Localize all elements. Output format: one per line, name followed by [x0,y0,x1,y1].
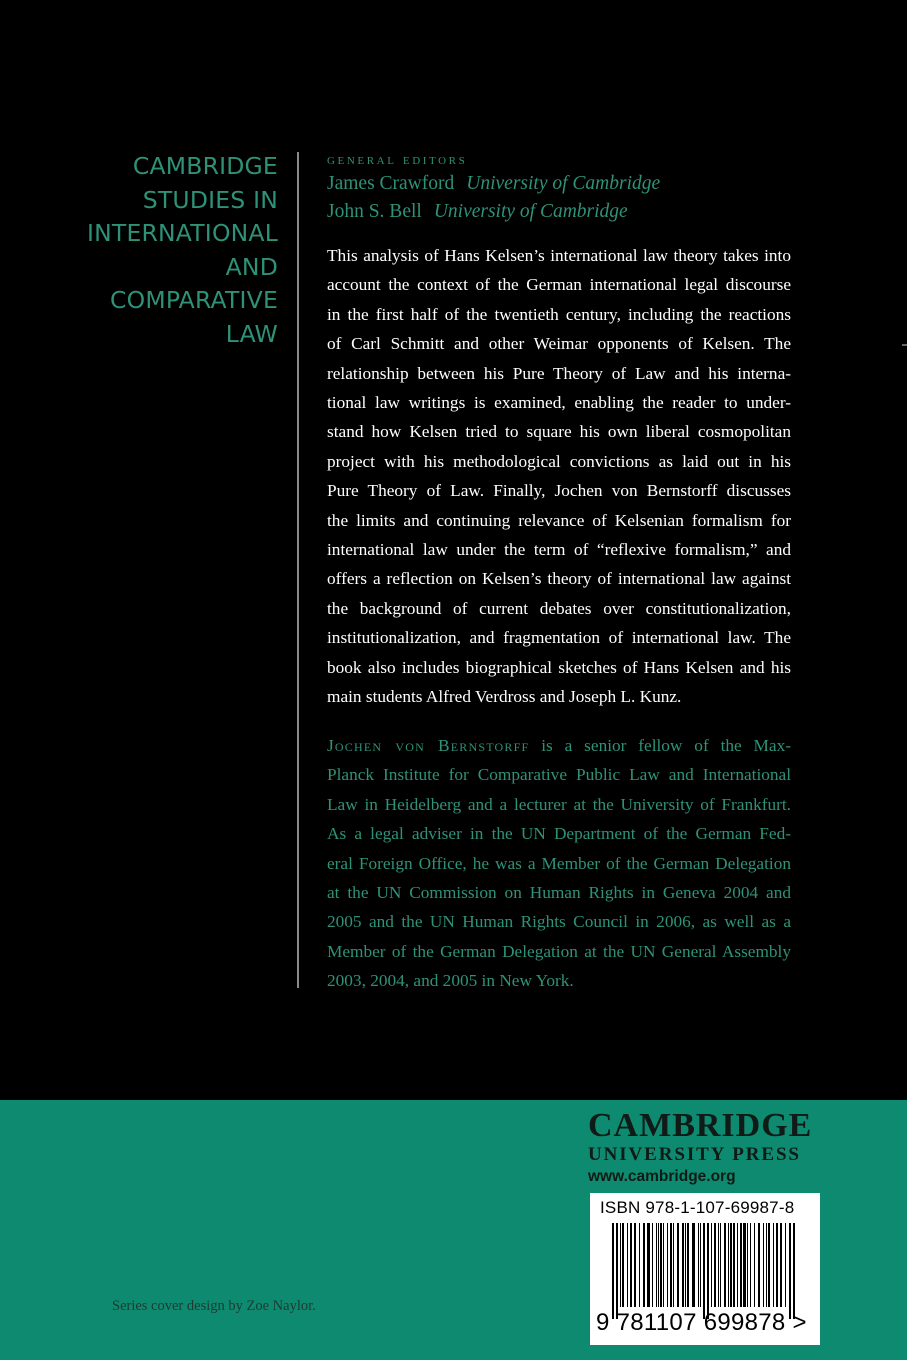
barcode-bar [685,1223,686,1307]
barcode-bar [700,1223,701,1307]
barcode-bar [776,1223,778,1307]
general-editors [327,150,827,225]
barcode-bar [652,1223,653,1307]
bio-line: 2003, 2004, and 2005 in New York. [327,971,574,991]
barcode-bar [682,1223,684,1307]
barcode-bar [780,1223,782,1307]
barcode-bar [660,1223,662,1307]
book-description [327,241,791,712]
barcode-bar [758,1223,760,1307]
bio-line: Law in Heidelberg and a lecturer at the University of Frankfurt. [327,794,791,814]
barcode-bar [687,1223,689,1307]
editor-name: James Crawford [327,173,455,194]
barcode-bar [622,1223,624,1307]
author-bio [327,731,791,996]
description-line: Pure Theory of Law. Finally, Jochen von Bernstorff discusses [327,481,791,501]
barcode-bar [768,1223,770,1307]
author-name: Jochen von Bernstorff [327,736,530,755]
series-title-line: INTERNATIONAL [86,219,278,248]
description-line: project with his methodological convictions as laid out in his [327,451,791,471]
description-line: relationship between his Pure Theory of Law and his interna- [327,363,791,383]
description-line: book also includes biographical sketches of Hans Kelsen and his [327,657,791,677]
editor-name: John S. Bell [327,200,422,222]
barcode-bar [711,1223,712,1307]
barcode-bar [692,1223,695,1307]
barcode-bar [747,1223,748,1307]
description-line: main students Alfred Verdross and Joseph L. Kunz. [327,687,682,707]
barcode-bar [728,1223,729,1307]
barcode-bar [733,1223,735,1307]
isbn-barcode [590,1193,820,1345]
series-title-line: STUDIES IN [142,185,278,214]
barcode-bar [627,1223,628,1307]
barcode-bar [656,1223,657,1307]
barcode-bar [763,1223,764,1307]
bio-line: As a legal adviser in the UN Department of the German Fed- [327,824,791,844]
barcode-bar [737,1223,738,1307]
bio-line: eral Foreign Office, he was a Member of the German Delegation [327,853,791,873]
barcode-bar [720,1223,721,1307]
barcode-guard-bar [616,1223,618,1319]
barcode-bar [647,1223,650,1307]
barcode-bar [730,1223,732,1307]
barcode-bar [639,1223,640,1307]
bio-line: at the UN Commission on Human Rights in Geneva 2004 and [327,883,791,903]
series-title-line: CAMBRIDGE [132,152,278,180]
barcode-bar [750,1223,751,1307]
barcode-guard-bar [612,1223,614,1319]
editor-entry [327,170,827,198]
publisher-name: CAMBRIDGE [588,1107,813,1144]
publisher-press: UNIVERSITY PRESS [588,1144,801,1165]
barcode-guard-bar [703,1223,705,1319]
series-title-line: LAW [225,319,278,348]
description-line: the background of current debates over constitutionalization, [327,598,791,618]
description-line: of Carl Schmitt and other Weimar opponents of Kelsen. The [327,334,791,354]
barcode-bar [663,1223,664,1307]
barcode-bar [658,1223,659,1307]
barcode-bar [773,1223,774,1307]
description-line: the limits and continuing relevance of Kelsenian formalism for [327,510,791,530]
description-line: international law under the term of “reflexive formalism,” and [327,540,791,560]
isbn-label: ISBN 978-1-107-69987-8 [600,1198,795,1217]
barcode-bar [620,1223,621,1307]
cover-design-credit: Series cover design by Zoe Naylor. [112,1298,316,1314]
edge-mark [902,344,907,346]
editor-entry [327,198,827,226]
barcode-bar [677,1223,679,1307]
description-line: in the first half of the twentieth century, including the reactions [327,304,791,324]
bio-line: Planck Institute for Comparative Public Law and International [327,765,791,785]
bio-line: Member of the German Delegation at the UN General Assembly [327,941,791,961]
bio-first-line-text: is a senior fellow of the Max- [529,736,791,755]
barcode-bar [785,1223,786,1307]
barcode-bar [718,1223,719,1307]
barcode-bar [634,1223,636,1307]
barcode-bar [724,1223,726,1307]
series-title [60,150,278,352]
editor-affiliation: University of Cambridge [466,173,661,194]
barcode-bar [714,1223,716,1307]
description-line: stand how Kelsen tried to square his own liberal cosmopolitan [327,422,791,442]
barcode-bar [698,1223,699,1307]
barcode-bar [630,1223,632,1307]
barcode-bar [743,1223,746,1307]
barcode-bar [643,1223,645,1307]
barcode-bar [673,1223,674,1307]
series-title-line: COMPARATIVE [110,286,278,315]
barcode-bar [766,1223,767,1307]
publisher-block [588,1107,828,1188]
barcode-guard-bar [793,1223,795,1319]
description-line: account the context of the German international legal discourse [327,275,791,295]
vertical-divider [297,152,299,988]
description-line: This analysis of Hans Kelsen’s international law theory takes into [327,246,791,265]
description-line: offers a reflection on Kelsen’s theory of international law against [327,569,791,589]
description-line: tional law writings is examined, enabling the reader to under- [327,393,791,413]
barcode-bar [670,1223,672,1307]
bio-line: 2005 and the UN Human Rights Council in 2006, as well as a [327,912,791,932]
barcode-bar [754,1223,755,1307]
barcode-guard-bar [707,1223,709,1319]
publisher-website: www.cambridge.org [588,1168,736,1185]
barcode-guard-bar [789,1223,791,1319]
series-title-line: AND [225,252,278,281]
bio-line [327,731,791,760]
description-line: institutionalization, and fragmentation of international law. The [327,628,791,648]
barcode-bar [667,1223,668,1307]
editor-affiliation: University of Cambridge [433,200,628,222]
editors-heading: general editors [327,152,468,168]
barcode-bar [740,1223,742,1307]
barcode-number: 9 781107 699878 > [596,1309,807,1336]
